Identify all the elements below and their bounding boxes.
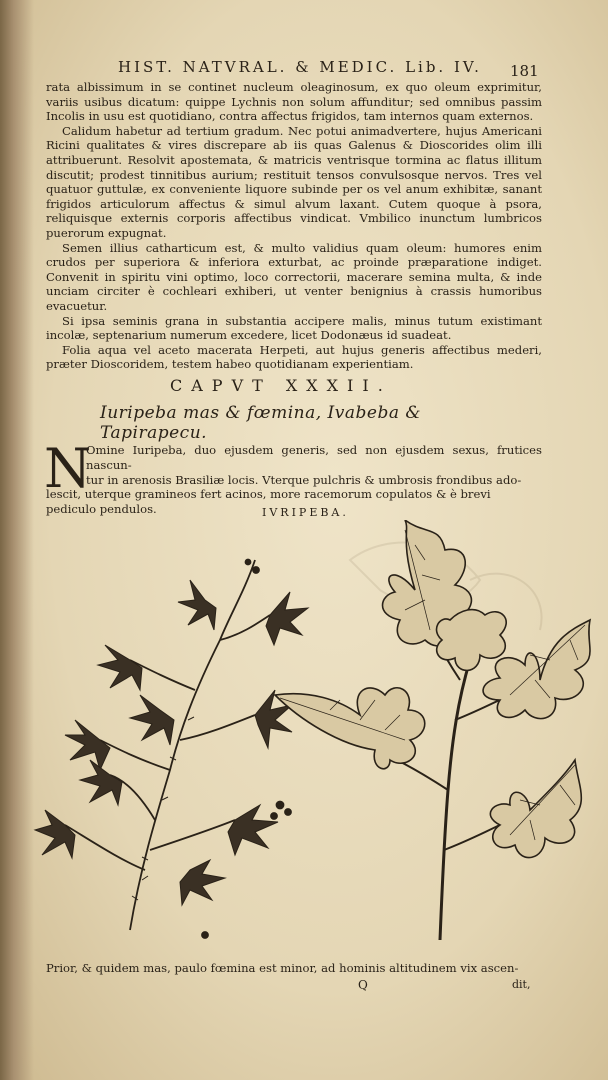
- chapter-subtitle: Iuripeba mas & fœmina, Ivabeba & Tapirapecu.: [100, 403, 422, 443]
- signature-mark: Q: [358, 978, 368, 992]
- paragraph: Folia aqua vel aceto macerata Herpeti, aut hujus generis affectibus mederi, præter Dioscoridem, testem habeo quotidianam experientiam.: [46, 342, 542, 372]
- body-text: [46, 80, 542, 372]
- intro-line: lescit, uterque gramineos fert acinos, more racemorum copulatos & è brevi: [46, 487, 491, 502]
- intro-line: Omine Iuripeba, duo ejusdem generis, sed non ejusdem sexus, frutices nascun-: [86, 443, 542, 472]
- drop-capital: N: [44, 437, 92, 500]
- footer-line: Prior, & quidem mas, paulo fœmina est minor, ad hominis altitudinem vix ascen-: [46, 961, 519, 975]
- chapter-heading: CAPVT XXXII.: [170, 376, 392, 395]
- paragraph: Calidum habetur ad tertium gradum. Nec potui animadvertere, hujus Americani Ricini qualitates & vires discrepare ab iis quas Galenus & Dioscorides olim illi attribuerunt. Resolvit apostemata, & matricis ventrisque tormina ac flatus illitum discutit; prodest tinnitibus aurium; restituit tensos convulsosque nervos. Tres vel quatuor guttulæ, ex conveniente liquore subinde per os vel anum exhibitæ, sanant frigidos articulorum affectus & simul alvum laxant. Cutem quoque à psora, reliquisque externis corporis affectibus vindicat. Vmbilico inunctum lumbricos puerorum expugnat.: [46, 123, 542, 240]
- running-title: HIST. NATVRAL. & MEDIC. Lib. IV.: [118, 58, 482, 76]
- page-gutter-shadow: [0, 0, 34, 1080]
- paragraph: rata albissimum in se continet nucleum oleaginosum, ex quo oleum exprimitur, variis usibus dicatum: quippe Lychnis non solum affunditur; sed omnibus passim Incolis in usu est quotidiano, contra affectus frigidos, tam internos quam externos.: [46, 80, 542, 124]
- figure-caption: IVRIPEBA.: [262, 506, 349, 519]
- intro-line: pediculo pendulos.: [46, 502, 157, 517]
- small-plant-icon: [35, 560, 308, 939]
- paragraph: Semen illius catharticum est, & multo validius quam oleum: humores enim crudos per superiora & inferiora exturbat, ac proinde præparatione indiget. Convenit in spiritu vini optimo, loco correctorii, macerare semina multa, & inde unciam circiter è cochleari exhiberi, ut venter benignius à crassis humoribus evacuetur.: [46, 240, 542, 313]
- intro-line: tur in arenosis Brasiliæ locis. Vterque pulchris & umbrosis frondibus ado-: [86, 472, 522, 487]
- page-number: 181: [510, 62, 539, 80]
- large-plant-icon: [275, 520, 590, 940]
- paragraph: Si ipsa seminis grana in substantia accipere malis, minus tutum existimant incolæ, septenarium numerum excedere, licet Dodonæus id suadeat.: [46, 313, 542, 343]
- catchword: dit,: [512, 978, 531, 991]
- botanical-woodcut: [30, 520, 600, 960]
